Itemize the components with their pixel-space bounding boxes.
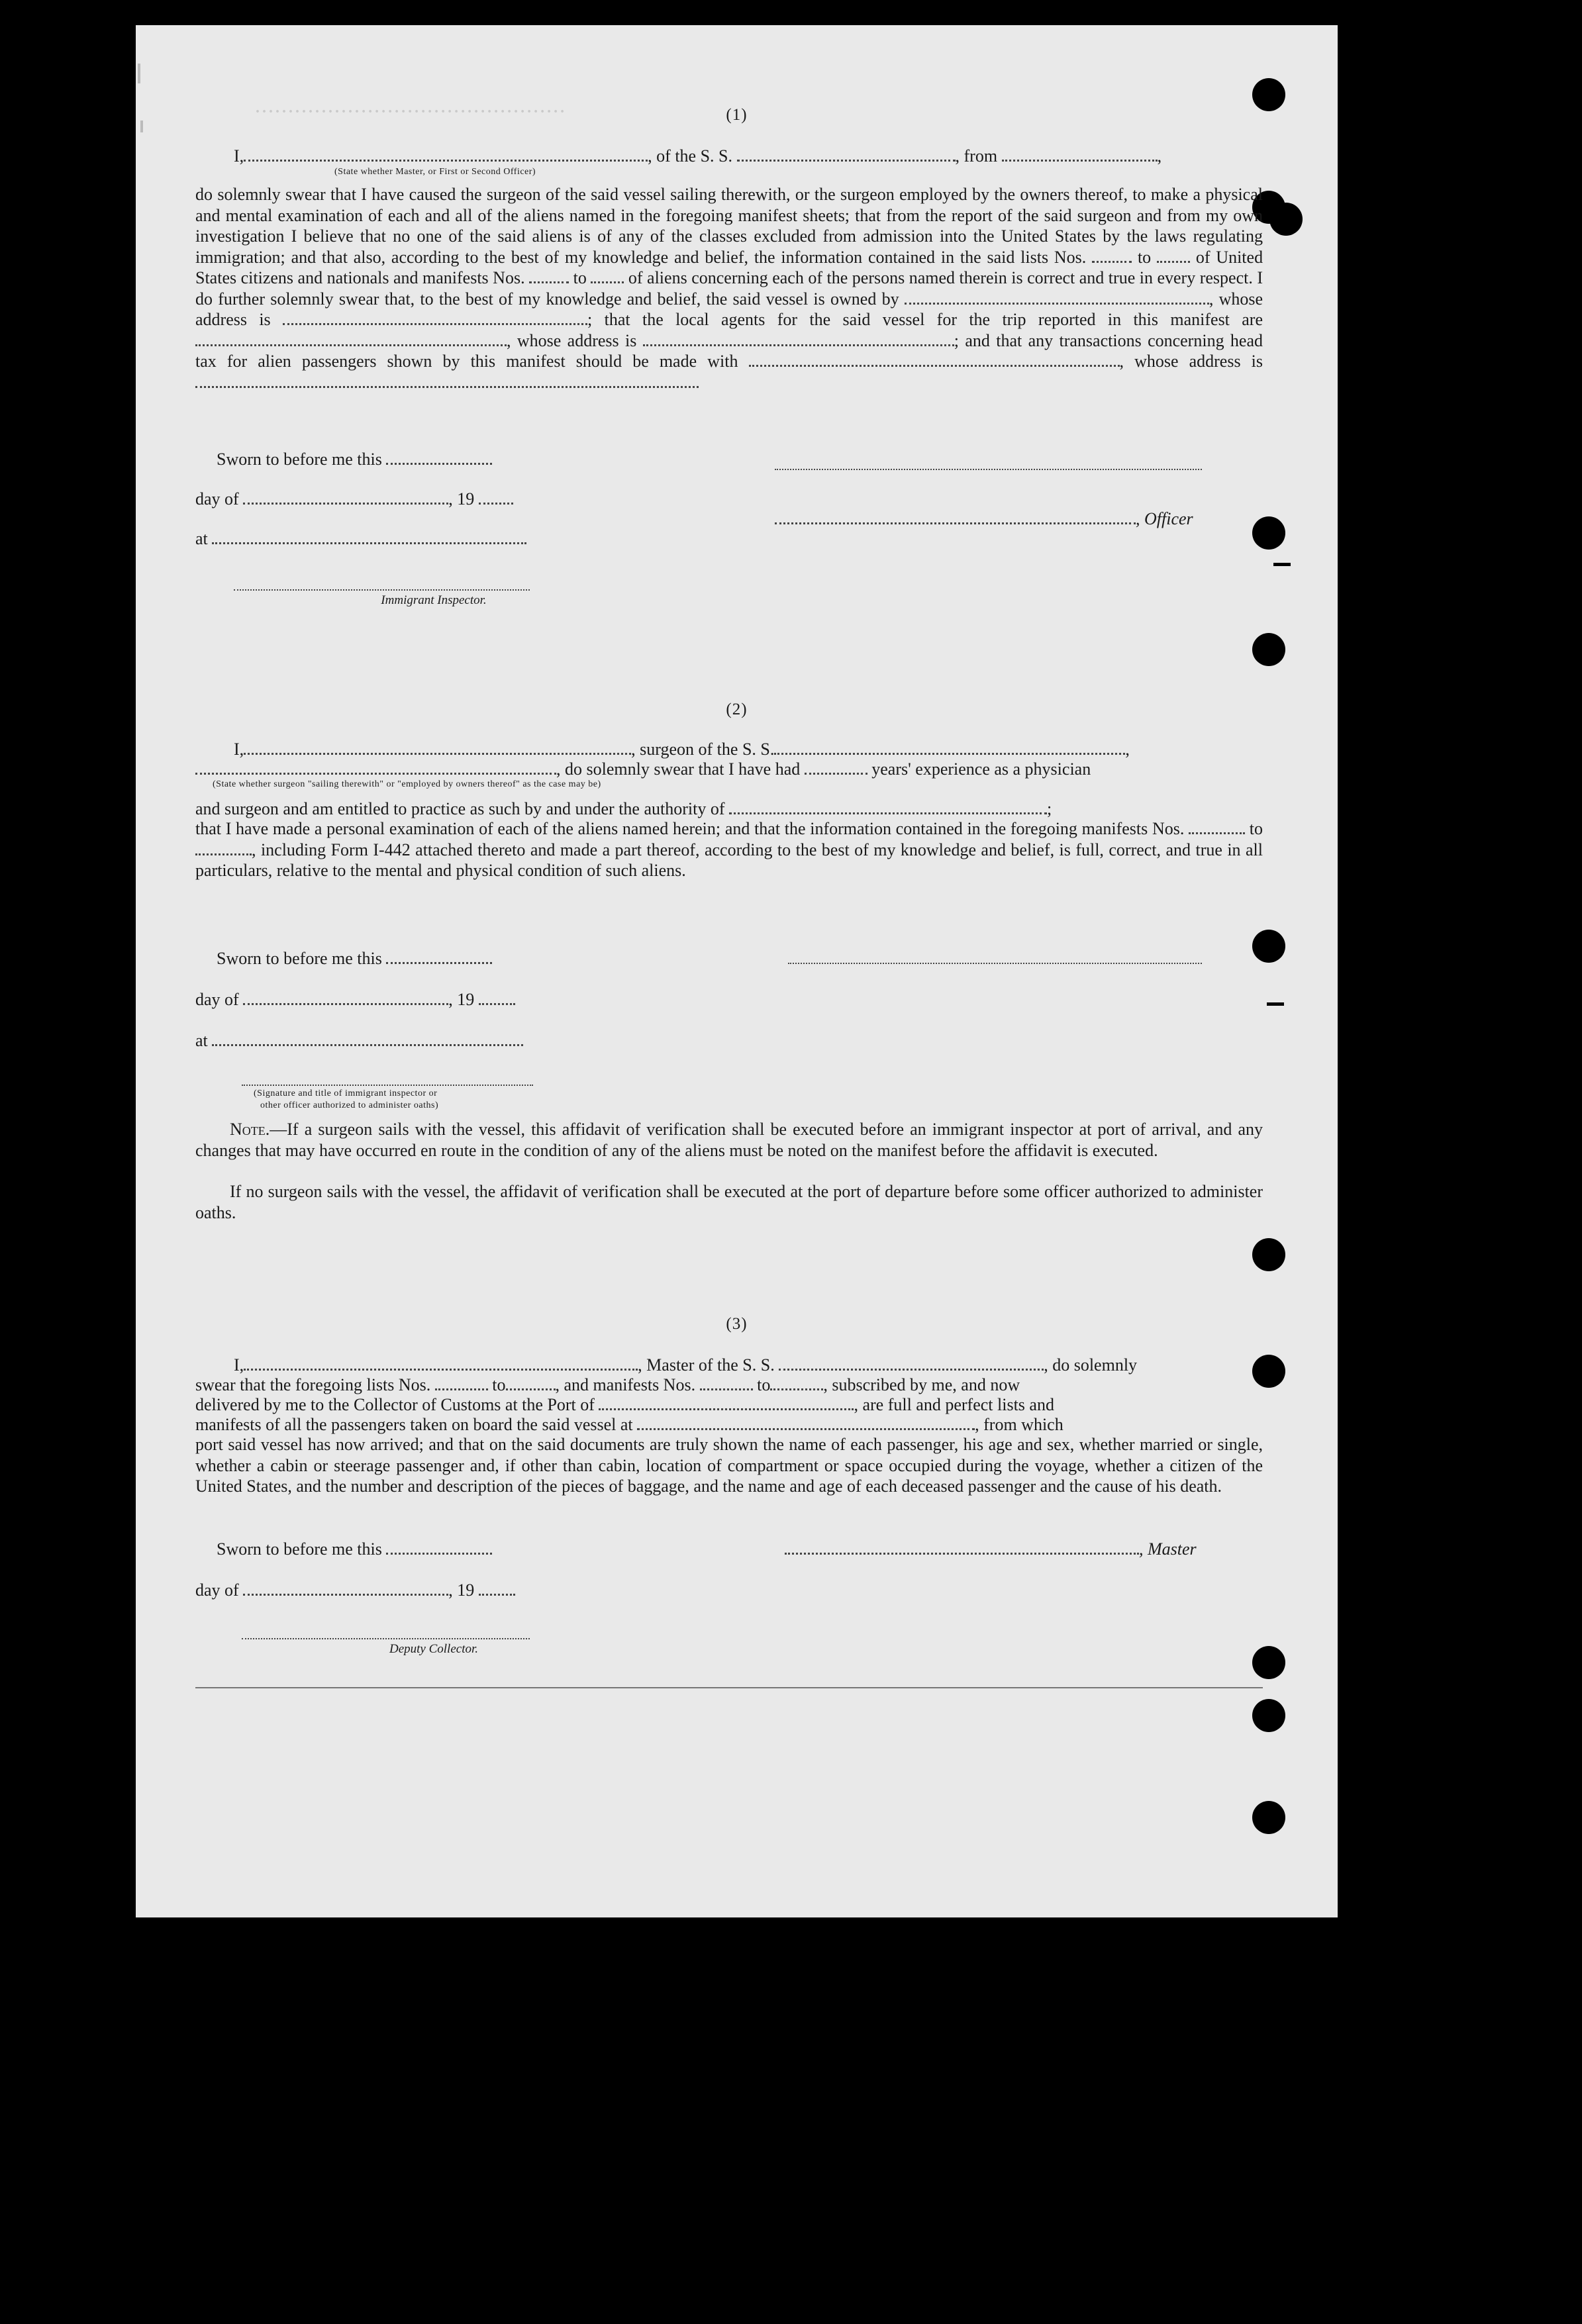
section-2-note-2: If no surgeon sails with the vessel, the affidavit of verification shall be executed at the port of departure before some officer authorized to administer oaths. <box>195 1182 1263 1222</box>
section-2-experience-line: , do solemnly swear that I have had years' experience as a physician <box>195 759 1091 779</box>
punch-hole <box>1252 1355 1285 1388</box>
section-2-inspector-signature-line <box>242 1085 533 1086</box>
punch-hole <box>1252 1699 1285 1732</box>
section-2-note: Note.—If a surgeon sails with the vessel, this affidavit of verification shall be executed before an immigrant inspector at port of arrival, and any changes that may have occurred en route in the condition of any of the aliens must be noted on the manifest before the affidavit is executed. <box>195 1120 1263 1160</box>
section-3-deputy-caption: Deputy Collector. <box>389 1642 479 1656</box>
section-3-day-line: day of , 19 <box>195 1580 515 1600</box>
section-1-at-line: at <box>195 528 526 549</box>
section-1-sworn-line: Sworn to before me this <box>217 449 492 469</box>
section-2-paragraph: that I have made a personal examination of each of the aliens named herein; and that the information contained in the foregoing manifests Nos. to , including Form I-442 attached thereto and made a part thereof, according to the best of my knowledge and belief, is full, correct, and true in all particulars, relative to the mental and physical condition of such aliens. <box>195 819 1263 880</box>
section-1-inspector-signature-line <box>234 589 530 591</box>
section-2-authority-line: and surgeon and am entitled to practice as such by and under the authority of ; <box>195 799 1052 818</box>
section-2-subcaption: (State whether surgeon "sailing therewith" or "employed by owners thereof" as the case may be) <box>213 779 601 789</box>
section-3-lists-line: swear that the foregoing lists Nos. to , and manifests Nos. to , subscribed by me, and now <box>195 1375 1020 1394</box>
punch-hole <box>1252 1801 1285 1834</box>
manifest-back-page <box>136 25 1338 1917</box>
page-bottom-rule <box>195 1687 1263 1688</box>
section-2-sworn-line: Sworn to before me this <box>217 948 492 969</box>
section-3-sworn-line: Sworn to before me this <box>217 1539 492 1559</box>
section-2-sig-caption-2: other officer authorized to administer oaths) <box>260 1100 439 1110</box>
section-1-inspector-caption: Immigrant Inspector. <box>381 593 487 607</box>
section-2-sig-caption-1: (Signature and title of immigrant inspector or <box>254 1089 438 1098</box>
section-3-oath-line: I, , Master of the S. S. , do solemnly <box>234 1355 1138 1375</box>
section-3-paragraph: port said vessel has now arrived; and that on the said documents are truly shown the name of each passenger, his age and sex, whether married or single, whether a cabin or steerage passenger and, if other than cabin, location of compartment or space occupied during the voyage, whether a citizen of the United States, and the number and description of the pieces of baggage, and the name and age of each deceased passenger and the cause of his death. <box>195 1435 1263 1496</box>
punch-hole <box>1252 1646 1285 1679</box>
section-1-oath-line: I, , of the S. S. , from , <box>234 146 1162 166</box>
section-2-number: (2) <box>726 701 748 718</box>
section-1-signature-line-top <box>775 469 1202 470</box>
section-1-paragraph: do solemnly swear that I have caused the surgeon of the said vessel sailing therewith, or the surgeon employed by the owners thereof, to make a physical and mental examination of each and all of the aliens named in the foregoing manifest sheets; that from the report of the said surgeon and from my own investigation I believe that no one of the said aliens is of any of the classes excluded from admission into the United States by the laws regulating immigration; and that also, according to the best of my knowledge and belief, the information contained in the said lists Nos. to of United States citizens and nationals and manifests Nos. to of aliens concerning each of the persons named therein is correct and true in every respect. I do further solemnly swear that, to the best of my knowledge and belief, the said vessel is owned by , whose address is ; that the local agents for the said vessel for the trip reported in this manifest are , whose address is ; and that any transactions concerning head tax for alien passengers shown by this manifest should be made with , whose address is <box>195 184 1263 393</box>
section-1-officer-line: , Officer <box>775 508 1193 529</box>
punch-hole <box>1252 930 1285 963</box>
section-1-day-line: day of , 19 <box>195 489 513 509</box>
section-3-number: (3) <box>726 1315 748 1333</box>
section-2-day-line: day of , 19 <box>195 989 515 1010</box>
punch-hole <box>1252 1238 1285 1271</box>
edge-dash <box>1267 1002 1284 1006</box>
section-3-manifests-line: manifests of all the passengers taken on board the said vessel at , from which <box>195 1415 1063 1434</box>
edge-dash <box>1273 563 1291 566</box>
section-3-master-line: , Master <box>785 1539 1197 1559</box>
punch-hole <box>1252 516 1285 550</box>
section-1-number: (1) <box>726 106 748 124</box>
scan-artifact <box>138 64 140 83</box>
bleed-through-text: ··············································· <box>255 103 567 121</box>
section-1-subcaption: (State whether Master, or First or Second Officer) <box>334 167 536 177</box>
punch-hole <box>1269 203 1303 236</box>
section-2-signature-line <box>788 963 1202 964</box>
punch-hole <box>1252 633 1285 666</box>
section-2-at-line: at <box>195 1030 523 1051</box>
scan-artifact <box>140 121 143 132</box>
section-3-deputy-signature-line <box>242 1638 530 1639</box>
section-3-delivered-line: delivered by me to the Collector of Customs at the Port of , are full and perfect lists and <box>195 1395 1054 1414</box>
section-2-oath-line: I, , surgeon of the S. S. , <box>234 740 1130 759</box>
